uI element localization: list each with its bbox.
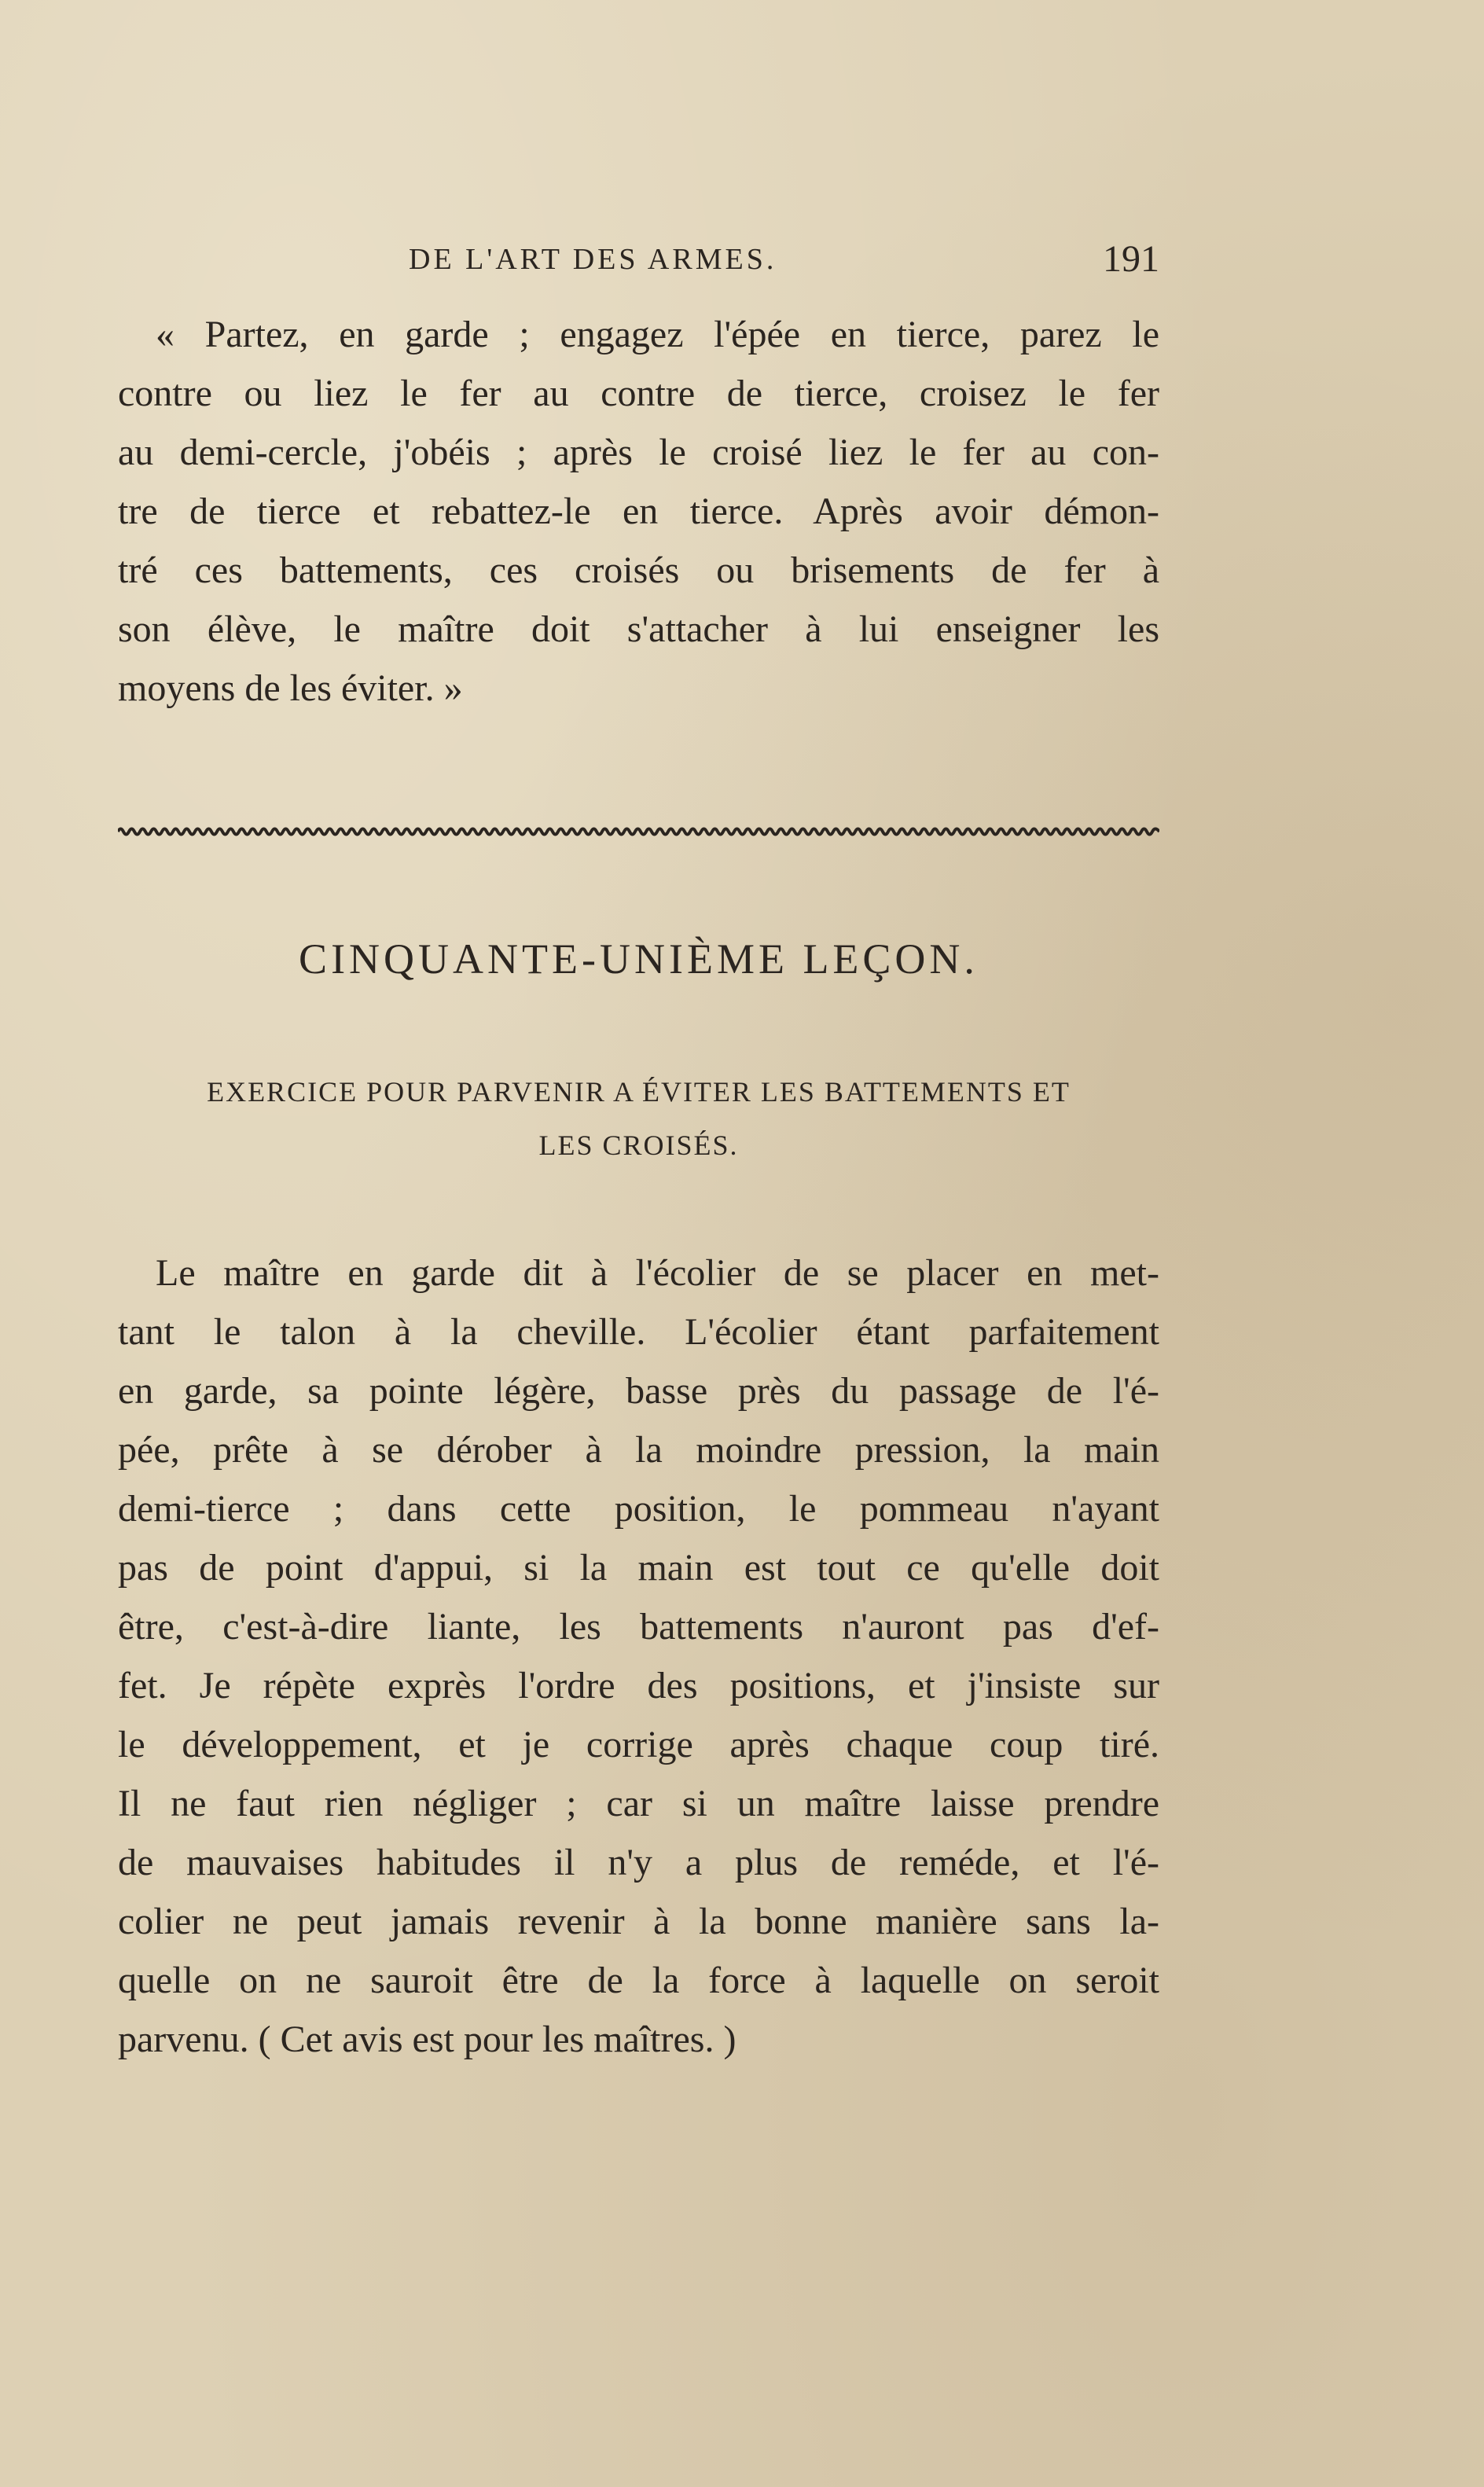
text-line: fet. Je répète exprès l'ordre des positions, et j'insiste sur (118, 1665, 1159, 1706)
subtitle-line: LES CROISÉS. (538, 1130, 739, 1161)
text-line: son élève, le maître doit s'attacher à lui enseigner les (118, 608, 1159, 650)
subtitle-line: EXERCICE POUR PARVENIR A ÉVITER LES BATTEMENTS ET (207, 1076, 1071, 1108)
text-line: Il ne faut rien négliger ; car si un maître laisse prendre (118, 1783, 1159, 1824)
text-line: pas de point d'appui, si la main est tout ce qu'elle doit (118, 1547, 1159, 1589)
running-title: DE L'ART DES ARMES. (409, 243, 777, 276)
text-line: le développement, et je corrige après chaque coup tiré. (118, 1724, 1159, 1765)
text-line: moyens de les éviter. » (118, 667, 463, 709)
body-paragraph (118, 1244, 1159, 2069)
lesson-title: CINQUANTE-UNIÈME LEÇON. (299, 935, 979, 983)
ornamental-divider (118, 824, 1159, 839)
quote-paragraph (118, 305, 1159, 718)
text-line: contre ou liez le fer au contre de tierce, croisez le fer (118, 373, 1159, 414)
text-line: « Partez, en garde ; engagez l'épée en tierce, parez le (156, 314, 1159, 355)
text-line: parvenu. ( Cet avis est pour les maîtres. ) (118, 2019, 736, 2060)
text-line: au demi-cercle, j'obéis ; après le croisé liez le fer au con- (118, 432, 1159, 473)
text-line: demi-tierce ; dans cette position, le pommeau n'ayant (118, 1488, 1159, 1530)
text-line: colier ne peut jamais revenir à la bonne manière sans la- (118, 1901, 1159, 1942)
text-line: tre de tierce et rebattez-le en tierce. Après avoir démon- (118, 490, 1159, 532)
text-line: quelle on ne sauroit être de la force à laquelle on seroit (118, 1960, 1159, 2001)
text-line: pée, prête à se dérober à la moindre pression, la main (118, 1429, 1159, 1471)
text-line: tré ces battements, ces croisés ou brisements de fer à (118, 549, 1159, 591)
text-line: en garde, sa pointe légère, basse près du passage de l'é- (118, 1370, 1159, 1412)
lesson-subtitle (118, 1065, 1159, 1172)
running-head (118, 236, 1159, 283)
text-line: être, c'est-à-dire liante, les battements n'auront pas d'ef- (118, 1606, 1159, 1648)
text-line: Le maître en garde dit à l'écolier de se placer en met- (156, 1252, 1159, 1294)
text-line: tant le talon à la cheville. L'écolier étant parfaitement (118, 1311, 1159, 1353)
page-number: 191 (1103, 238, 1159, 280)
text-line: de mauvaises habitudes il n'y a plus de reméde, et l'é- (118, 1842, 1159, 1883)
